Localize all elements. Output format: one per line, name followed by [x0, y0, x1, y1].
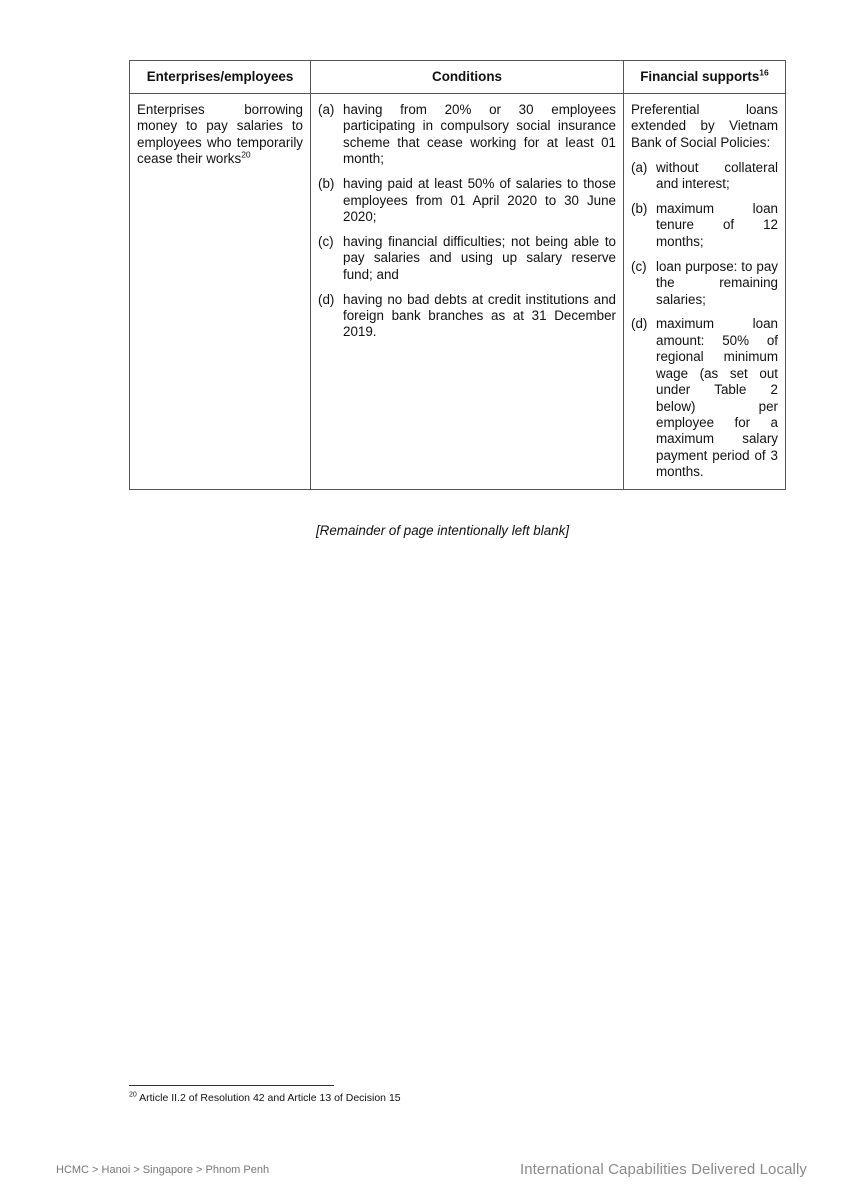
- footnote-number: 20: [129, 1091, 137, 1099]
- footnote-divider: [129, 1085, 334, 1086]
- support-item: [631, 259, 778, 308]
- enterprise-cell: [130, 94, 311, 490]
- support-item: [631, 201, 778, 250]
- condition-item: [318, 292, 616, 341]
- supports-list: [631, 160, 778, 481]
- footnote: [129, 1092, 401, 1104]
- condition-item-marker: (a): [318, 102, 335, 117]
- footer-tagline: International Capabilities Delivered Locally: [519, 1161, 807, 1178]
- support-item-marker: (c): [631, 258, 647, 274]
- supports-cell: [624, 94, 786, 490]
- support-item-text: maximum loan tenure of 12 months;: [656, 201, 778, 249]
- support-item-marker: (b): [631, 201, 648, 217]
- support-item-marker: (a): [631, 159, 648, 175]
- condition-item-marker: (c): [318, 233, 334, 249]
- table-header-row: [130, 61, 786, 94]
- condition-item-text: having from 20% or 30 employees participating in compulsory social insurance scheme that cease working for at least 01 month;: [343, 102, 616, 167]
- support-item-marker: (d): [631, 316, 648, 332]
- header-enterprises-label: Enterprises/employees: [146, 68, 294, 84]
- condition-item-text: having no bad debts at credit institutions and foreign bank branches as at 31 December 2019.: [343, 291, 616, 340]
- footnote-text: Article II.2 of Resolution 42 and Article 13 of Decision 15: [139, 1092, 401, 1104]
- conditions-list: [318, 102, 616, 341]
- support-item-text: without collateral and interest;: [656, 159, 778, 192]
- footer-locations: HCMC > Hanoi > Singapore > Phnom Penh: [56, 1164, 270, 1176]
- footnote-ref-20: 20: [241, 149, 251, 160]
- condition-item-text: having paid at least 50% of salaries to those employees from 01 April 2020 to 30 June 2020;: [343, 176, 616, 224]
- condition-item-marker: (b): [318, 176, 335, 192]
- footnote-ref-16: 16: [759, 67, 769, 78]
- condition-item-marker: (d): [318, 291, 335, 307]
- support-item-text: loan purpose: to pay the remaining salaries;: [656, 258, 778, 307]
- support-item: [631, 316, 778, 480]
- header-financial-supports: [624, 61, 786, 94]
- condition-item: [318, 102, 616, 168]
- condition-item: [318, 176, 616, 225]
- header-financial-supports-label: Financial supports: [640, 68, 760, 84]
- enterprise-description: Enterprises borrowing money to pay salaries to employees who temporarily cease their works: [137, 102, 303, 167]
- header-conditions: [311, 61, 624, 94]
- supports-intro: Preferential loans extended by Vietnam Bank of Social Policies:: [631, 102, 778, 150]
- conditions-cell: [311, 94, 624, 490]
- support-item: [631, 160, 778, 193]
- financial-support-table: [129, 60, 786, 490]
- condition-item-text: having financial difficulties; not being able to pay salaries and using up salary reserve fund; and: [343, 233, 616, 282]
- header-conditions-label: Conditions: [432, 68, 502, 84]
- table-row: [130, 94, 786, 490]
- support-item-text: maximum loan amount: 50% of regional minimum wage (as set out under Table 2 below) per employee for a maximum salary payment period of 3 months.: [656, 316, 778, 480]
- blank-page-note: [Remainder of page intentionally left blank]: [315, 523, 570, 538]
- condition-item: [318, 234, 616, 283]
- header-enterprises: [130, 61, 311, 94]
